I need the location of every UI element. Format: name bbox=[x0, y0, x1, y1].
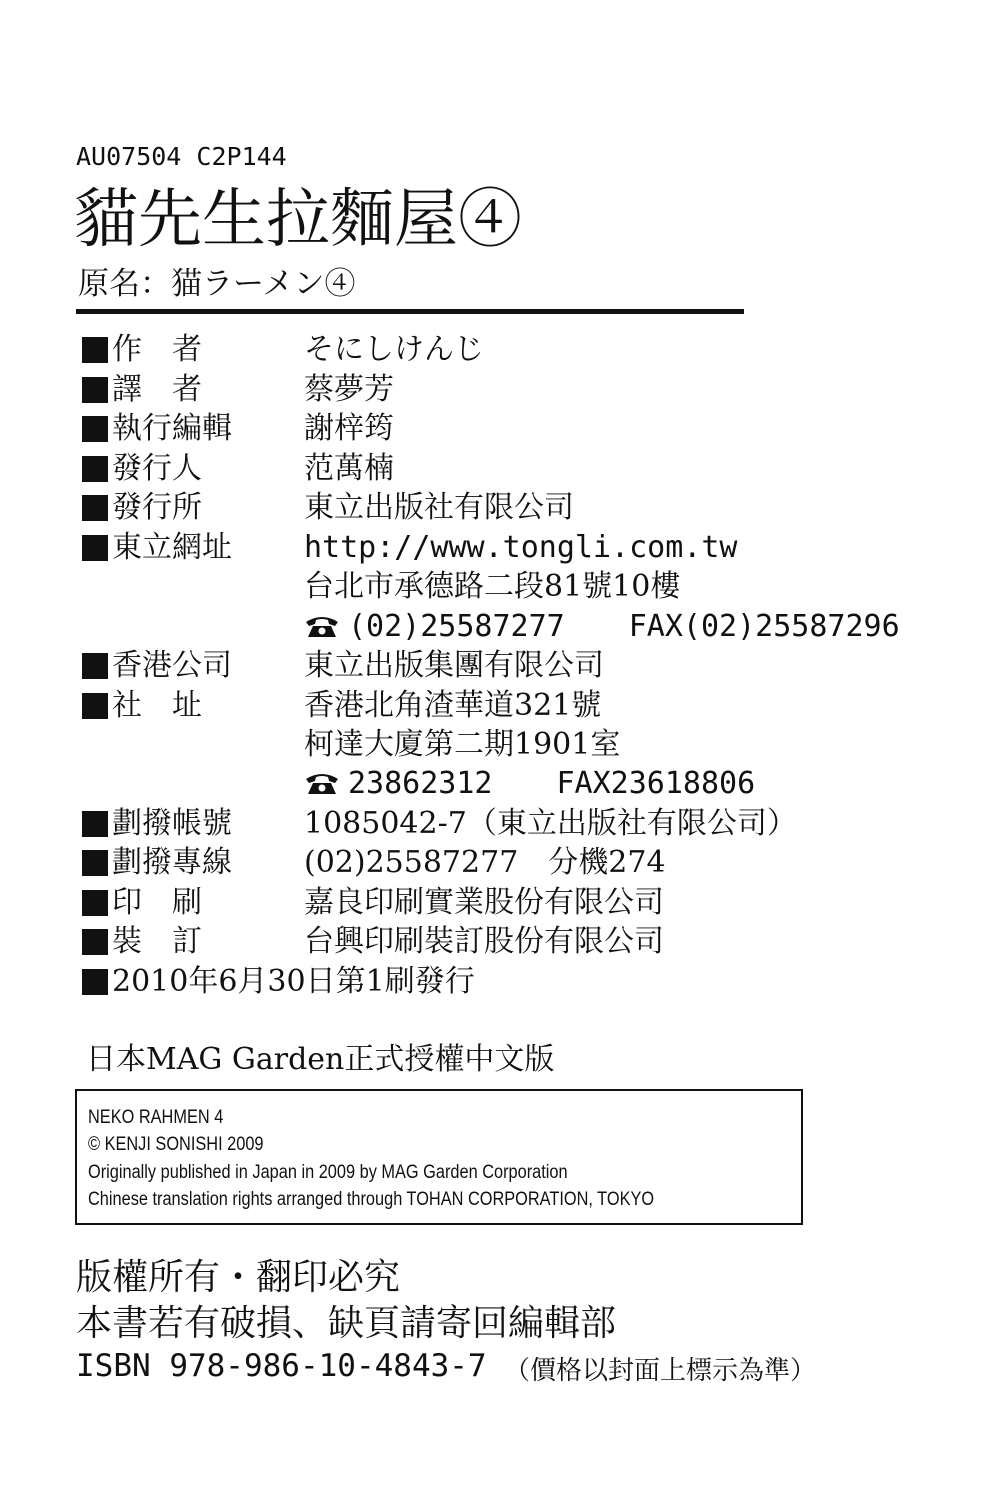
hk-address-2: 柯達大廈第二期1901室 bbox=[304, 727, 621, 762]
return-notice: 本書若有破損、缺頁請寄回編輯部 bbox=[76, 1303, 617, 1344]
credit-label: 執行編輯 bbox=[112, 411, 232, 446]
misc-value: 台興印刷裝訂股份有限公司 bbox=[304, 924, 664, 959]
bullet-square bbox=[82, 337, 108, 363]
credit-label: 作 者 bbox=[112, 332, 202, 367]
bullet-square bbox=[82, 811, 108, 837]
credit-label: 譯 者 bbox=[112, 372, 202, 407]
bullet-square bbox=[82, 495, 108, 521]
website-url: http://www.tongli.com.tw bbox=[304, 530, 738, 565]
copyright-line: NEKO RAHMEN 4 bbox=[88, 1107, 224, 1128]
taipei-address: 台北市承德路二段81號10樓 bbox=[304, 569, 681, 604]
phone-icon bbox=[304, 771, 340, 795]
copyright-line: © KENJI SONISHI 2009 bbox=[88, 1134, 264, 1155]
misc-label: 劃撥帳號 bbox=[112, 806, 232, 841]
misc-value: (02)25587277 分機274 bbox=[304, 845, 666, 880]
credit-label: 東立網址 bbox=[112, 530, 232, 565]
taipei-fax: FAX(02)25587296 bbox=[628, 609, 900, 644]
catalog-code: AU07504 C2P144 bbox=[76, 142, 287, 171]
bullet-square bbox=[82, 416, 108, 442]
credit-value: 范萬楠 bbox=[304, 451, 394, 486]
bullet-square bbox=[82, 969, 108, 995]
hk-company: 東立出版集團有限公司 bbox=[304, 648, 604, 683]
copyright-line: Originally published in Japan in 2009 by MAG Garden Corporation bbox=[88, 1162, 568, 1183]
misc-label: 裝 訂 bbox=[112, 924, 202, 959]
bullet-square bbox=[82, 535, 108, 561]
copyright-box bbox=[75, 1089, 803, 1225]
hk-address-label: 社 址 bbox=[112, 688, 202, 723]
hk-fax: FAX23618806 bbox=[556, 766, 756, 801]
isbn: ISBN 978-986-10-4843-7 bbox=[76, 1348, 487, 1384]
credit-value: 蔡夢芳 bbox=[304, 372, 394, 407]
credit-label: 發行所 bbox=[112, 490, 202, 525]
credit-value: 東立出版社有限公司 bbox=[304, 490, 574, 525]
bullet-square bbox=[82, 653, 108, 679]
bullet-square bbox=[82, 929, 108, 955]
hk-address-1: 香港北角渣華道321號 bbox=[304, 688, 602, 723]
credit-label: 發行人 bbox=[112, 451, 202, 486]
bullet-square bbox=[82, 377, 108, 403]
bullet-square bbox=[82, 693, 108, 719]
phone-icon bbox=[304, 614, 340, 638]
credit-value: 謝梓筠 bbox=[304, 411, 394, 446]
taipei-tel: (02)25587277 bbox=[348, 609, 565, 644]
price-note: （價格以封面上標示為準） bbox=[504, 1356, 817, 1386]
bullet-square bbox=[82, 890, 108, 916]
hk-company-label: 香港公司 bbox=[112, 648, 232, 683]
original-title: 原名：猫ラーメン④ bbox=[78, 266, 356, 302]
misc-value: 嘉良印刷實業股份有限公司 bbox=[304, 885, 664, 920]
title-rule bbox=[76, 309, 744, 314]
book-title: 貓先生拉麵屋④ bbox=[74, 183, 522, 257]
credit-value: そにしけんじ bbox=[304, 332, 484, 367]
copyright-line: Chinese translation rights arranged through TOHAN CORPORATION, TOKYO bbox=[88, 1189, 655, 1210]
bullet-square bbox=[82, 456, 108, 482]
misc-label: 印 刷 bbox=[112, 885, 202, 920]
release-date: 2010年6月30日第1刷發行 bbox=[112, 964, 475, 999]
misc-value: 1085042-7（東立出版社有限公司） bbox=[304, 806, 797, 841]
bullet-square bbox=[82, 850, 108, 876]
hk-tel: 23862312 bbox=[348, 766, 493, 801]
rights-notice: 版權所有・翻印必究 bbox=[76, 1257, 401, 1298]
authorization-note: 日本MAG Garden正式授權中文版 bbox=[86, 1042, 555, 1077]
misc-label: 劃撥專線 bbox=[112, 845, 232, 880]
